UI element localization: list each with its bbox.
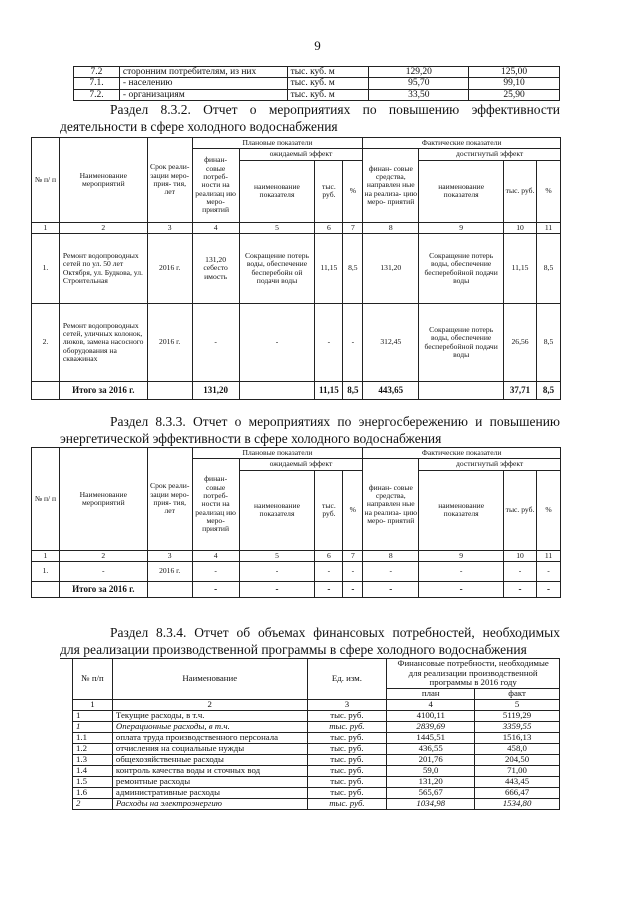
col-header-thousand-rub: тыс. руб. [504,470,537,550]
row-unit: тыс. куб. м [287,78,369,89]
fin-actual: 131,20 [363,234,419,304]
table-row [32,304,561,382]
row-unit: тыс. руб. [307,766,387,777]
energy-saving-events-table [31,447,561,598]
col-header-name: Наименование мероприятий [59,138,147,223]
expected-thousand-rub: - [315,304,343,382]
total-achieved-thousand-rub: - [504,582,537,598]
col-header-indicator: наименование показателя [419,470,504,550]
row-name: сторонним потребителям, из них [119,67,287,78]
col-header-percent: % [536,470,560,550]
row-unit: тыс. руб. [307,777,387,788]
row-plan: 2839,69 [387,722,475,733]
row-name: Расходы на электроэнергию [112,799,307,810]
row-plan: 95,70 [369,78,469,89]
total-fin-actual: 443,65 [363,382,419,400]
total-expected-indicator: - [239,582,315,598]
total-fin-actual: - [363,582,419,598]
column-number: 1 [32,222,60,233]
event-term: 2016 г. [147,562,192,582]
row-name: Текущие расходы, в т.ч. [112,711,307,722]
row-plan: 201,76 [387,755,475,766]
col-header-thousand-rub: тыс. руб. [504,160,537,222]
achieved-thousand-rub: 26,56 [504,304,537,382]
row-plan: 565,67 [387,788,475,799]
col-header-planned: Плановые показатели [192,138,363,149]
row-name: общехозяйственные расходы [112,755,307,766]
row-name: - организациям [119,89,287,100]
column-number: 1 [73,700,113,711]
total-achieved-percent: - [536,582,560,598]
total-fin-plan: - [192,582,239,598]
row-plan: 1034,98 [387,799,475,810]
row-unit: тыс. куб. м [287,89,369,100]
row-fact: 204,50 [475,755,560,766]
row-fact: 1516,13 [475,733,560,744]
col-header-percent: % [343,160,363,222]
column-number: 5 [475,700,560,711]
row-fact: 3359,55 [475,722,560,733]
col-header-expected: ожидаемый эффект [239,459,363,470]
expected-thousand-rub: 11,15 [315,234,343,304]
column-numbers-row [73,700,560,711]
row-fact: 71,00 [475,766,560,777]
col-header-actual: Фактические показатели [363,138,561,149]
column-numbers-row [32,550,561,561]
row-plan: 4100,11 [387,711,475,722]
total-label: Итого за 2016 г. [59,382,147,400]
total-achieved-percent: 8,5 [537,382,561,400]
achieved-indicator: - [419,562,504,582]
efficiency-events-table [31,137,561,400]
achieved-percent: - [536,562,560,582]
row-number: 1.4 [73,766,113,777]
section-8-3-3-heading [60,413,560,447]
row-fact: 443,45 [475,777,560,788]
heading-line-1: Раздел 8.3.2. Отчет о мероприятиях по повышению эффективности [110,102,560,117]
fin-plan: 131,20 себесто имость [192,234,239,304]
row-plan: 436,55 [387,744,475,755]
row-number: 7.2 [74,67,120,78]
fin-actual: 312,45 [363,304,419,382]
row-fact: 1534,80 [475,799,560,810]
expected-indicator: Сокращение потерь воды, обеспечение бесперебойн ой подачи воды [239,234,315,304]
total-row [32,382,561,400]
achieved-indicator: Сокращение потерь воды, обеспечение бесперебойной подачи воды [419,304,504,382]
heading-line-2: для реализации производственной программы в сфере холодного водоснабжения [60,641,560,659]
col-header-fin-actual: финан- совые средства, направлен ные на реализа- цию меро- приятий [363,149,419,222]
row-number: 7.2. [74,89,120,100]
row-number: 2 [73,799,113,810]
column-number: 3 [307,700,387,711]
column-number: 6 [315,222,343,233]
total-expected-percent: - [343,582,363,598]
heading-line-2: деятельности в сфере холодного водоснабжения [60,119,338,134]
expected-indicator: - [239,304,315,382]
row-number: 1.6 [73,788,113,799]
row-number: 1 [73,722,113,733]
row-plan: 59,0 [387,766,475,777]
heading-line-2: энергетической эффективности в сфере холодного водоснабжения [60,431,442,446]
column-number: 8 [363,222,419,233]
column-number: 5 [239,222,315,233]
row-name: Операционные расходы, в т.ч. [112,722,307,733]
col-header-unit: Ед. изм. [307,659,387,700]
col-header-fin-actual: финан- совые средства, направлен ные на реализа- цию меро- приятий [363,459,419,550]
table-row [73,788,560,799]
row-number: 1. [32,562,60,582]
row-name: оплата труда производственного персонала [112,733,307,744]
section-8-3-4-heading [60,624,560,659]
section-8-3-2-heading [60,101,560,135]
page-number: 9 [314,38,321,53]
row-unit: тыс. руб. [307,799,387,810]
column-number: 2 [59,550,147,561]
column-number: 8 [363,550,419,561]
total-expected-thousand-rub: 11,15 [315,382,343,400]
row-fact: 666,47 [475,788,560,799]
event-term: 2016 г. [147,234,192,304]
row-name: контроль качества воды и сточных вод [112,766,307,777]
row-plan: 1445,51 [387,733,475,744]
row-number: 1 [73,711,113,722]
col-header-percent: % [343,470,363,550]
column-number: 11 [537,222,561,233]
table-row [74,89,560,100]
table-row [73,722,560,733]
row-fact: 458,0 [475,744,560,755]
row-number: 1.1 [73,733,113,744]
column-number: 4 [192,550,239,561]
row-fact: 25,90 [469,89,560,100]
expected-percent: - [343,304,363,382]
column-number: 6 [315,550,343,561]
event-name: Ремонт водопроводных сетей по ул. 50 лет Октября, ул. Будкова, ул. Строительная [59,234,147,304]
heading-line-1: Раздел 8.3.4. Отчет об объемах финансовых потребностей, необходимых [110,625,560,640]
col-header-fin-plan: финан- совые потреб- ности на реализац ию меро- приятий [192,149,239,222]
event-term: 2016 г. [147,304,192,382]
total-fin-plan: 131,20 [192,382,239,400]
table-row [73,766,560,777]
row-number: 1.5 [73,777,113,788]
table-row [73,799,560,810]
col-header-name: Наименование мероприятий [59,448,147,551]
col-header-planned: Плановые показатели [192,448,363,459]
column-number: 3 [147,550,192,561]
table-row [73,711,560,722]
row-fact: 99,10 [469,78,560,89]
row-unit: тыс. руб. [307,722,387,733]
table-row [32,562,561,582]
col-header-achieved: достигнутый эффект [419,459,561,470]
table-row [73,733,560,744]
total-achieved-thousand-rub: 37,71 [504,382,537,400]
column-number: 7 [343,222,363,233]
row-plan: 129,20 [369,67,469,78]
col-header-number: № п/ п [32,448,60,551]
col-header-indicator: наименование показателя [419,160,504,222]
table-row [74,67,560,78]
col-header-term: Срок реали- зации меро- прия- тия, лет [147,448,192,551]
row-number: 1. [32,234,60,304]
col-header-term: Срок реали- зации меро- прия- тия, лет [147,138,192,223]
table-row [73,755,560,766]
fin-actual: - [363,562,419,582]
col-header-fact: факт [475,689,560,700]
row-number: 1.3 [73,755,113,766]
col-header-expected: ожидаемый эффект [239,149,363,160]
row-name: ремонтные расходы [112,777,307,788]
row-unit: тыс. куб. м [287,67,369,78]
heading-line-1: Раздел 8.3.3. Отчет о мероприятиях по энергосбережению и повышению [110,414,560,429]
column-number: 3 [147,222,192,233]
fin-plan: - [192,304,239,382]
table-row [73,777,560,788]
col-header-plan: план [387,689,475,700]
total-label: Итого за 2016 г. [59,582,147,598]
column-number: 2 [59,222,147,233]
column-number: 4 [387,700,475,711]
expected-percent: 8,5 [343,234,363,304]
row-name: административные расходы [112,788,307,799]
expected-indicator: - [239,562,315,582]
achieved-thousand-rub: 11,15 [504,234,537,304]
column-number: 10 [504,550,537,561]
row-unit: тыс. руб. [307,733,387,744]
column-number: 4 [192,222,239,233]
expected-percent: - [343,562,363,582]
row-unit: тыс. руб. [307,788,387,799]
row-name: отчисления на социальные нужды [112,744,307,755]
col-header-number: № п/п [73,659,113,700]
achieved-indicator: Сокращение потерь воды, обеспечение бесперебойной подачи воды [419,234,504,304]
row-unit: тыс. руб. [307,744,387,755]
total-expected-thousand-rub: - [315,582,343,598]
col-header-name: Наименование [112,659,307,700]
col-header-indicator: наименование показателя [239,470,315,550]
row-fact: 125,00 [469,67,560,78]
total-row [32,582,561,598]
row-number: 1.2 [73,744,113,755]
column-number: 10 [504,222,537,233]
column-number: 9 [419,550,504,561]
column-number: 7 [343,550,363,561]
row-unit: тыс. руб. [307,711,387,722]
col-header-financial-needs: Финансовые потребности, необходимые для реализации производственной программы в 2016 году [387,659,560,689]
water-supply-volumes-table [73,66,560,101]
column-number: 5 [239,550,315,561]
achieved-percent: 8,5 [537,304,561,382]
col-header-indicator: наименование показателя [239,160,315,222]
table-row [74,78,560,89]
table-row [73,744,560,755]
achieved-thousand-rub: - [504,562,537,582]
row-fact: 5119,29 [475,711,560,722]
column-number: 11 [536,550,560,561]
row-plan: 33,50 [369,89,469,100]
col-header-thousand-rub: тыс. руб. [315,470,343,550]
col-header-achieved: достигнутый эффект [419,149,561,160]
column-numbers-row [32,222,561,233]
row-name: - населению [119,78,287,89]
column-number: 1 [32,550,60,561]
achieved-percent: 8,5 [537,234,561,304]
expected-thousand-rub: - [315,562,343,582]
row-plan: 131,20 [387,777,475,788]
financial-needs-table [72,658,560,810]
total-expected-percent: 8,5 [343,382,363,400]
table-row [32,234,561,304]
column-number: 2 [112,700,307,711]
col-header-number: № п/ п [32,138,60,223]
col-header-percent: % [537,160,561,222]
col-header-actual: Фактические показатели [363,448,561,459]
column-number: 9 [419,222,504,233]
row-number: 2. [32,304,60,382]
col-header-thousand-rub: тыс. руб. [315,160,343,222]
col-header-fin-plan: финан- совые потреб- ности на реализац ию меро- приятий [192,459,239,550]
total-achieved-indicator: - [419,582,504,598]
row-number: 7.1. [74,78,120,89]
fin-plan: - [192,562,239,582]
event-name: - [59,562,147,582]
event-name: Ремонт водопроводных сетей, уличных колонок, люков, замена насосного оборудования на скважинах [59,304,147,382]
row-unit: тыс. руб. [307,755,387,766]
